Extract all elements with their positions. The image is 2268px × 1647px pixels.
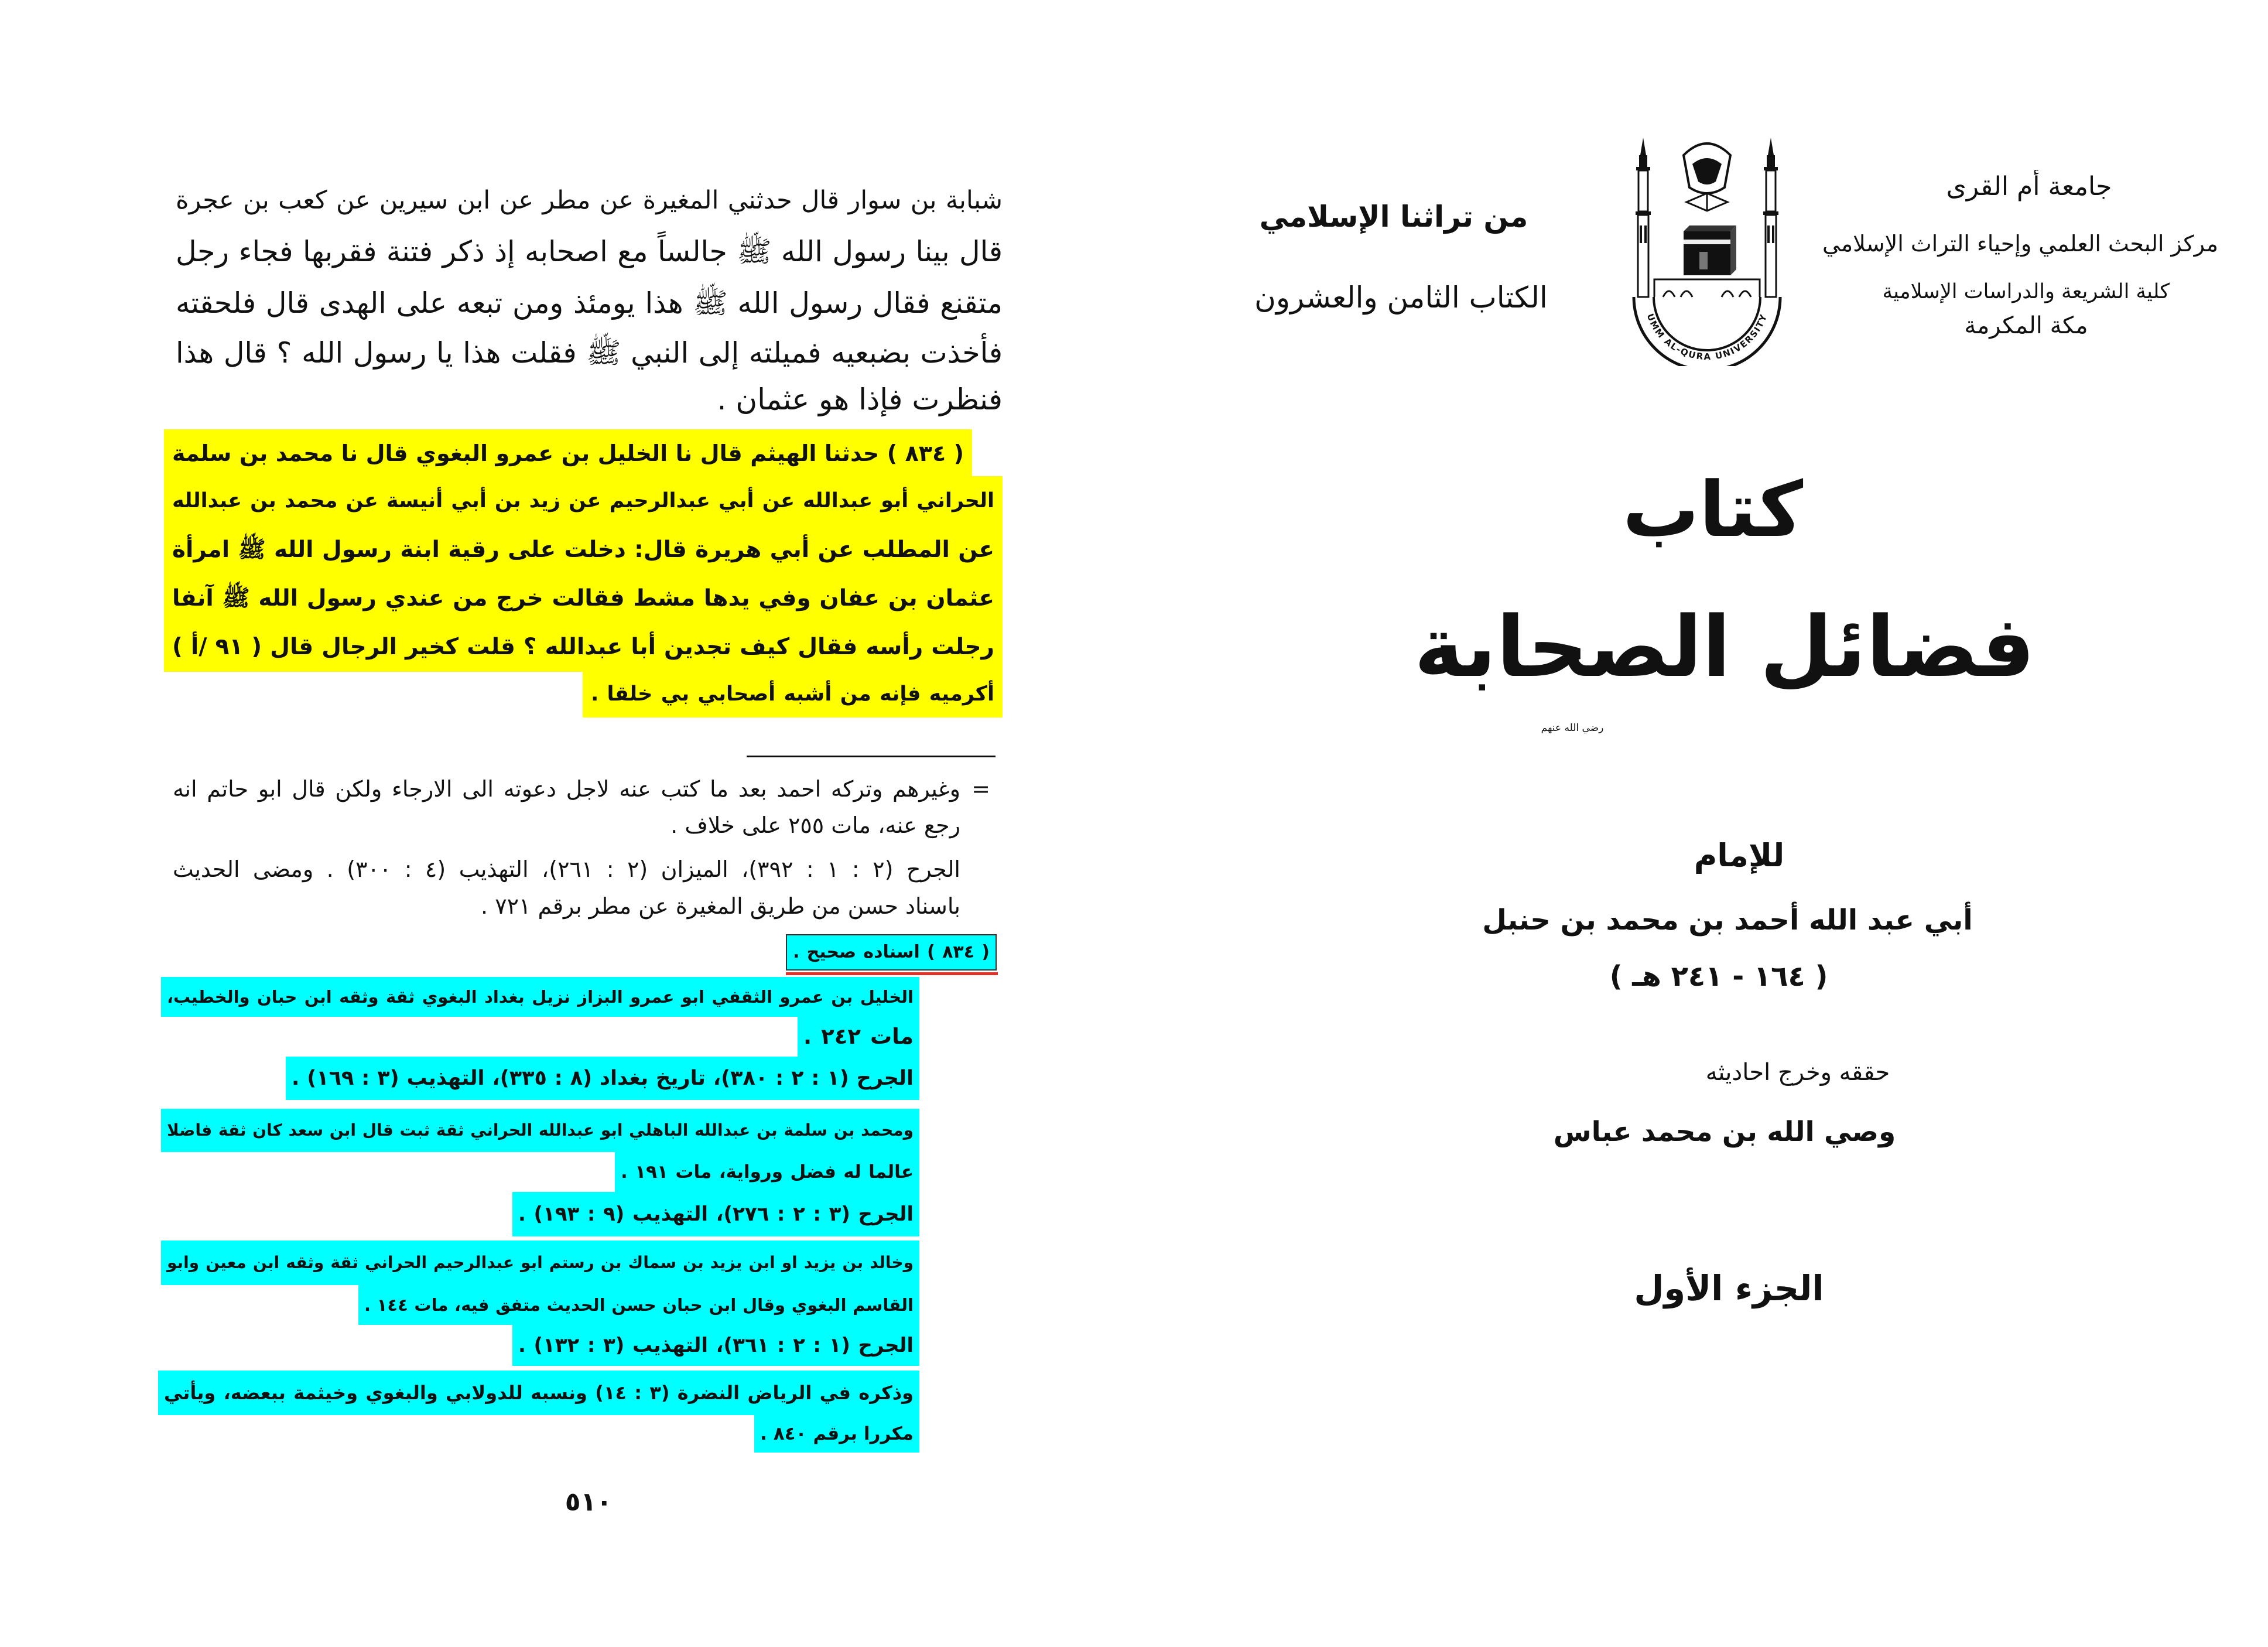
crest-icon: [1684, 143, 1730, 211]
footnote-line: باسناد حسن من طريق المغيرة عن مطر برقم ٧٢١ .: [481, 893, 960, 919]
hadith-line: ( ٨٣٤ ) حدثنا الهيثم قال نا الخليل بن عمرو البغوي قال نا محمد بن سلمة: [164, 429, 972, 477]
arcade-icon: [1654, 279, 1760, 297]
author-name: أبي عبد الله أحمد بن محمد بن حنبل: [1482, 904, 1973, 937]
editor-label: حققه وخرج احاديثه: [1705, 1059, 1890, 1086]
narrator-note-line: ومحمد بن سلمة بن عبدالله الباهلي ابو عبدالله الحراني ثقة ثبت قال ابن سعد كان ثقة فاضلا: [161, 1109, 919, 1152]
title-word: كتاب: [1622, 465, 1804, 554]
footnote-line: الجرح (٢ : ١ : ٣٩٢)، الميزان (٢ : ٢٦١)، التهذيب (٤ : ٣٠٠) . ومضى الحديث: [173, 856, 960, 882]
footnote-line: وغيرهم وتركه احمد بعد ما كتب عنه لاجل دعوته الى الارجاء ولكن قال ابو حاتم انه: [173, 776, 960, 802]
narrator-note-line: وذكره في الرياض النضرة (٣ : ١٤) ونسبه للدولابي والبغوي وخيثمة ببعضه، ويأتي: [158, 1371, 919, 1415]
main-text-line: متقنع فقال رسول الله ﷺ هذا يومئذ ومن تبعه على الهدى قال فلحقته: [176, 286, 1003, 320]
narrator-note-line: الجرح (١ : ٢ : ٣٦١)، التهذيب (٣ : ١٣٢) .: [512, 1325, 919, 1366]
page-number: ٥١٠: [565, 1487, 613, 1517]
hadith-line: عثمان بن عفان وفي يدها مشط فقالت خرج من عندي رسول الله ﷺ آنفا: [164, 573, 1003, 623]
right-minaret-icon: [1763, 138, 1778, 297]
editor-name: وصي الله بن محمد عباس: [1553, 1116, 1896, 1148]
narrator-note-line: القاسم البغوي وقال ابن حبان حسن الحديث متفق فيه، مات ١٤٤ .: [358, 1285, 919, 1325]
faculty-name: كلية الشريعة والدراسات الإسلامية: [1883, 280, 2170, 303]
volume-label: الجزء الأول: [1634, 1268, 1824, 1308]
main-text-line: قال بينا رسول الله ﷺ جالساً مع اصحابه إذ ذكر فتنة فقربها فجاء رجل: [176, 235, 1003, 268]
footnote-separator: [747, 756, 996, 757]
author-dates: ( ١٦٤ - ٢٤١ هـ ): [1609, 960, 1828, 993]
hadith-line: رجلت رأسه فقال كيف تجدين أبا عبدالله ؟ قلت كخير الرجال قال ( ٩١ /أ ): [164, 622, 1003, 672]
book-number: الكتاب الثامن والعشرون: [1254, 281, 1548, 315]
university-name: جامعة أم القرى: [1946, 172, 2112, 201]
grading-underline: [786, 972, 998, 975]
hadith-line: أكرميه فإنه من أشبه أصحابي بي خلقا .: [583, 671, 1003, 717]
seal-lettering: UMM AL-QURA UNIVERSITY: [1644, 312, 1770, 363]
narrator-note-line: وخالد بن يزيد او ابن يزيد بن سماك بن رستم ابو عبدالرحيم الحراني ثقة وثقه ابن معين وابو: [161, 1241, 919, 1285]
narrator-note-line: الخليل بن عمرو الثقفي ابو عمرو البزاز نزيل بغداد البغوي ثقة وثقه ابن حبان والخطيب،: [161, 977, 919, 1017]
footnote-continuation-mark: =: [971, 776, 990, 802]
narrator-note-line: الجرح (١ : ٢ : ٣٨٠)، تاريخ بغداد (٨ : ٣٣٥)، التهذيب (٣ : ١٦٩) .: [286, 1057, 919, 1100]
author-prefix: للإمام: [1694, 837, 1785, 874]
narrator-note-line: الجرح (٣ : ٢ : ٢٧٦)، التهذيب (٩ : ١٩٣) .: [512, 1192, 919, 1236]
hadith-grading-box: ( ٨٣٤ ) اسناده صحيح .: [786, 934, 997, 971]
footnote-line: رجع عنه، مات ٢٥٥ على خلاف .: [671, 812, 960, 838]
book-title: فضائل الصحابة: [1414, 598, 2035, 696]
narrator-note-line: مات ٢٤٢ .: [798, 1017, 919, 1057]
city-name: مكة المكرمة: [1964, 312, 2088, 339]
kaaba-icon: [1684, 225, 1736, 275]
hadith-line: الحراني أبو عبدالله عن أبي عبدالرحيم عن زيد بن أبي أنيسة عن محمد بن عبدالله: [164, 476, 1003, 526]
main-text-line: شبابة بن سوار قال حدثني المغيرة عن مطر عن ابن سيرين عن كعب بن عجرة: [176, 186, 1003, 215]
title-honorific: رضي الله عنهم: [1541, 722, 1604, 734]
university-emblem-icon: [1628, 132, 1786, 366]
main-text-line: فأخذت بضبعيه فميلته إلى النبي ﷺ فقلت هذا يا رسول الله ؟ قال هذا: [176, 336, 1003, 370]
series-name: من تراثنا الإسلامي: [1259, 200, 1528, 234]
main-text-line: فنظرت فإذا هو عثمان .: [717, 382, 1003, 416]
left-minaret-icon: [1636, 138, 1651, 297]
narrator-note-line: عالما له فضل ورواية، مات ١٩١ .: [615, 1152, 919, 1192]
research-center-name: مركز البحث العلمي وإحياء التراث الإسلامي: [1822, 231, 2218, 257]
narrator-note-line: مكررا برقم ٨٤٠ .: [754, 1415, 919, 1453]
hadith-line: عن المطلب عن أبي هريرة قال: دخلت على رقية ابنة رسول الله ﷺ امرأة: [164, 525, 1003, 575]
